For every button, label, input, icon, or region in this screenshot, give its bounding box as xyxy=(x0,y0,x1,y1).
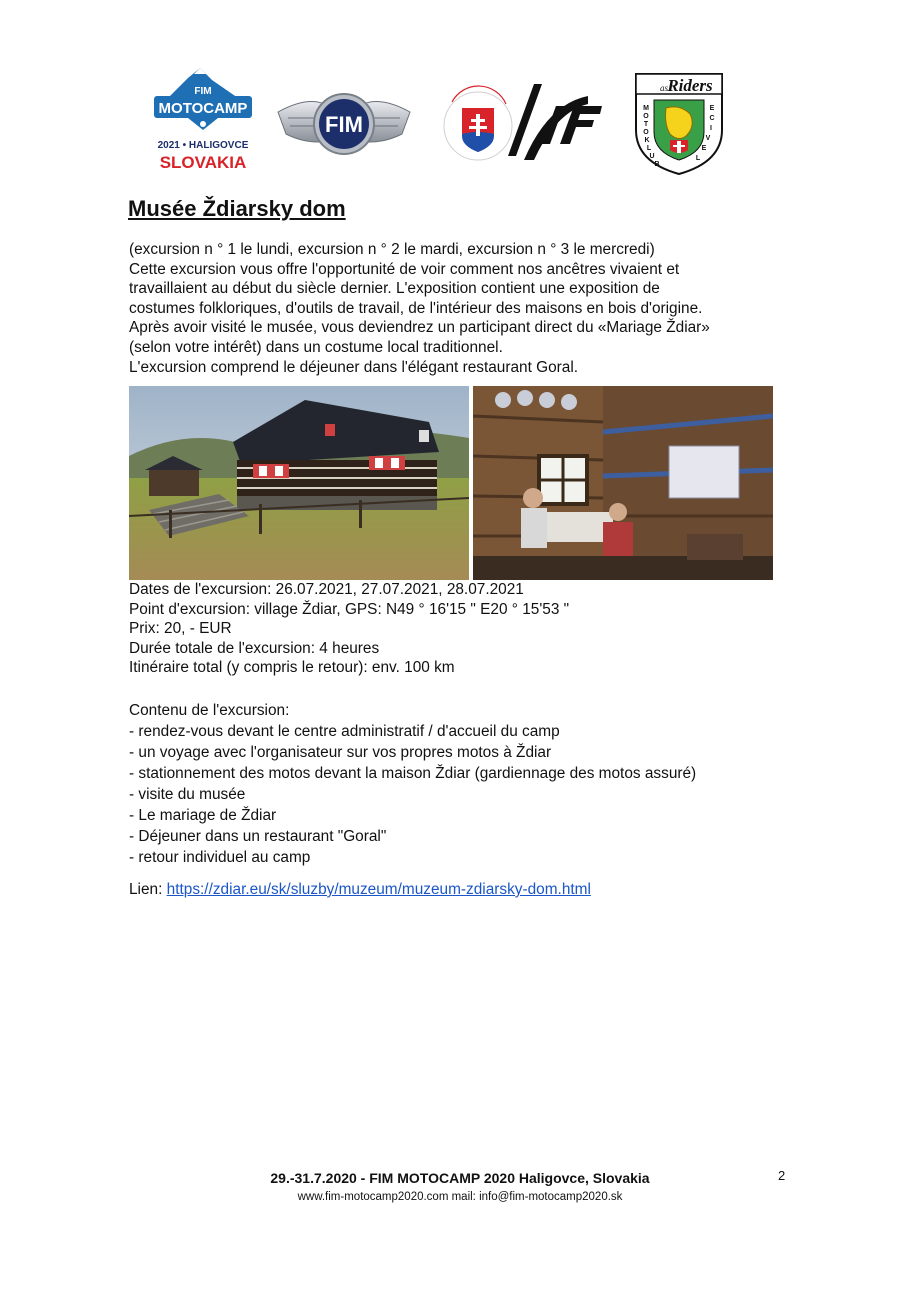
motocamp-country-text: SLOVAKIA xyxy=(159,153,247,172)
fim-logo xyxy=(274,82,414,168)
museum-interior-photo xyxy=(473,386,773,580)
photo-strip xyxy=(129,386,773,580)
intro-line: L'excursion comprend le déjeuner dans l'élégant restaurant Goral. xyxy=(129,358,579,376)
intro-line: travaillaient au début du siècle dernier. L'exposition contient une exposition de xyxy=(129,280,660,298)
list-item: - rendez-vous devant le centre administratif / d'accueil du camp xyxy=(129,723,560,740)
motocamp-year-text: 2021 • HALIGOVCE xyxy=(157,140,249,151)
intro-line: (selon votre intérêt) dans un costume local traditionnel. xyxy=(129,338,503,356)
page-title: Musée Ždiarsky dom xyxy=(128,196,346,221)
museum-exterior-photo xyxy=(129,386,469,580)
motocamp-name-text: MOTOCAMP xyxy=(158,100,248,117)
intro-line: Après avoir visité le musée, vous deviendrez un participant direct du «Mariage Ždiar» xyxy=(129,319,710,337)
riders-right-text: E C I V E L xyxy=(695,105,715,162)
excursion-details xyxy=(129,580,789,678)
riders-prefix-text: as xyxy=(660,83,669,93)
motocamp-fim-text: FIM xyxy=(194,86,212,97)
fim-logo-text: FIM xyxy=(325,112,363,137)
excursion-route: Itinéraire total (y compris le retour): env. 100 km xyxy=(129,659,455,677)
excursion-dates: Dates de l'excursion: 26.07.2021, 27.07.2021, 28.07.2021 xyxy=(129,581,524,598)
riders-top-text: Riders xyxy=(667,76,713,95)
excursion-duration: Durée totale de l'excursion: 4 heures xyxy=(129,639,380,657)
link-label: Lien: xyxy=(129,881,167,898)
intro-paragraph xyxy=(129,240,789,377)
excursion-content xyxy=(129,700,809,868)
excursion-point: Point d'excursion: village Ždiar, GPS: N49 ° 16'15 " E20 ° 15'53 " xyxy=(129,600,570,618)
content-heading: Contenu de l'excursion: xyxy=(129,702,290,719)
list-item: - stationnement des motos devant la maison Ždiar (gardiennage des motos assuré) xyxy=(129,765,697,782)
museum-link[interactable]: https://zdiar.eu/sk/sluzby/muzeum/muzeum-zdiarsky-dom.html xyxy=(166,881,591,898)
excursion-price: Prix: 20, - EUR xyxy=(129,620,232,638)
footer-contact: www.fim-motocamp2020.com mail: info@fim-motocamp2020.sk xyxy=(297,1191,623,1203)
link-line xyxy=(129,880,591,900)
motocamp-logo xyxy=(148,64,258,176)
page-footer xyxy=(160,1168,760,1206)
smf-logo xyxy=(438,74,608,174)
page-number: 2 xyxy=(778,1168,786,1183)
footer-event: 29.-31.7.2020 - FIM MOTOCAMP 2020 Haligovce, Slovakia xyxy=(270,1170,650,1186)
list-item: - retour individuel au camp xyxy=(129,849,311,866)
content-list xyxy=(129,721,809,868)
riders-logo xyxy=(630,70,728,176)
intro-line: (excursion n ° 1 le lundi, excursion n ° 2 le mardi, excursion n ° 3 le mercredi) xyxy=(129,241,655,258)
intro-line: Cette excursion vous offre l'opportunité de voir comment nos ancêtres vivaient et xyxy=(129,260,680,278)
list-item: - Le mariage de Ždiar xyxy=(129,807,277,824)
riders-left-text: M O T O K L UB xyxy=(643,105,660,168)
list-item: - visite du musée xyxy=(129,786,246,803)
logo-bar xyxy=(148,64,728,184)
list-item: - un voyage avec l'organisateur sur vos propres motos à Ždiar xyxy=(129,744,552,761)
intro-line: costumes folkloriques, d'outils de travail, de l'intérieur des maisons en bois d'origine. xyxy=(129,299,703,317)
list-item: - Déjeuner dans un restaurant "Goral" xyxy=(129,828,387,845)
